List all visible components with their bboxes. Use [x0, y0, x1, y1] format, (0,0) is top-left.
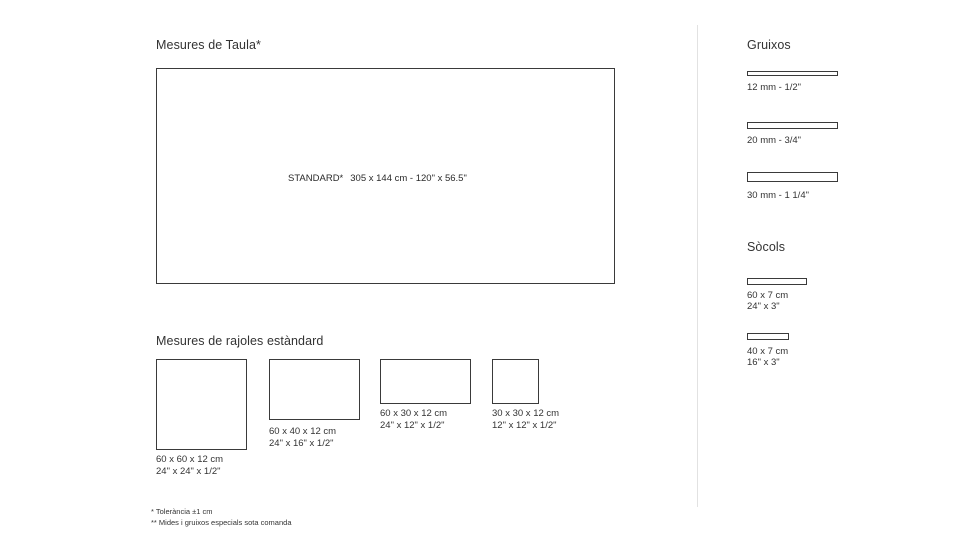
- column-divider: [697, 25, 698, 507]
- thickness-12mm-label: 12 mm - 1/2": [747, 82, 802, 93]
- tile-60x60-diagram: [156, 359, 247, 450]
- baseboards-section-title: Sòcols: [747, 240, 786, 254]
- thickness-12mm-bar: [747, 71, 838, 76]
- tiles-section-title: Mesures de rajoles estàndard: [156, 334, 324, 348]
- footnote-special-sizes: ** Mides i gruixos especials sota comanda: [151, 518, 292, 527]
- tile-60x60-metric: 60 x 60 x 12 cm: [156, 454, 224, 465]
- standard-label: STANDARD*: [288, 173, 344, 184]
- standard-size: 305 x 144 cm - 120" x 56.5": [350, 173, 467, 184]
- tile-60x60-imperial: 24" x 24" x 1/2": [156, 466, 221, 477]
- thickness-20mm-label: 20 mm - 3/4": [747, 135, 802, 146]
- tile-60x30-metric: 60 x 30 x 12 cm: [380, 408, 448, 419]
- tile-30x30-imperial: 12" x 12" x 1/2": [492, 420, 557, 431]
- tile-60x30-imperial: 24" x 12" x 1/2": [380, 420, 445, 431]
- tile-60x40-diagram: [269, 359, 360, 420]
- baseboard-60x7-bar: [747, 278, 807, 285]
- baseboard-40x7-metric: 40 x 7 cm: [747, 346, 789, 357]
- baseboard-60x7-metric: 60 x 7 cm: [747, 290, 789, 301]
- baseboard-60x7-imperial: 24" x 3": [747, 301, 780, 312]
- table-section-title: Mesures de Taula*: [156, 38, 262, 52]
- baseboard-40x7-bar: [747, 333, 789, 340]
- thickness-30mm-bar: [747, 172, 838, 182]
- tile-30x30-metric: 30 x 30 x 12 cm: [492, 408, 560, 419]
- standard-size-label: [288, 173, 467, 184]
- tile-30x30-diagram: [492, 359, 539, 404]
- footnote-tolerance: * Tolerància ±1 cm: [151, 507, 213, 516]
- thickness-20mm-bar: [747, 122, 838, 129]
- table-diagram: [156, 68, 615, 284]
- tile-60x40-metric: 60 x 40 x 12 cm: [269, 426, 337, 437]
- tile-60x40-imperial: 24" x 16" x 1/2": [269, 438, 334, 449]
- thickness-section-title: Gruixos: [747, 38, 791, 52]
- tile-60x30-diagram: [380, 359, 471, 404]
- thickness-30mm-label: 30 mm - 1 1/4": [747, 190, 809, 201]
- baseboard-40x7-imperial: 16" x 3": [747, 357, 780, 368]
